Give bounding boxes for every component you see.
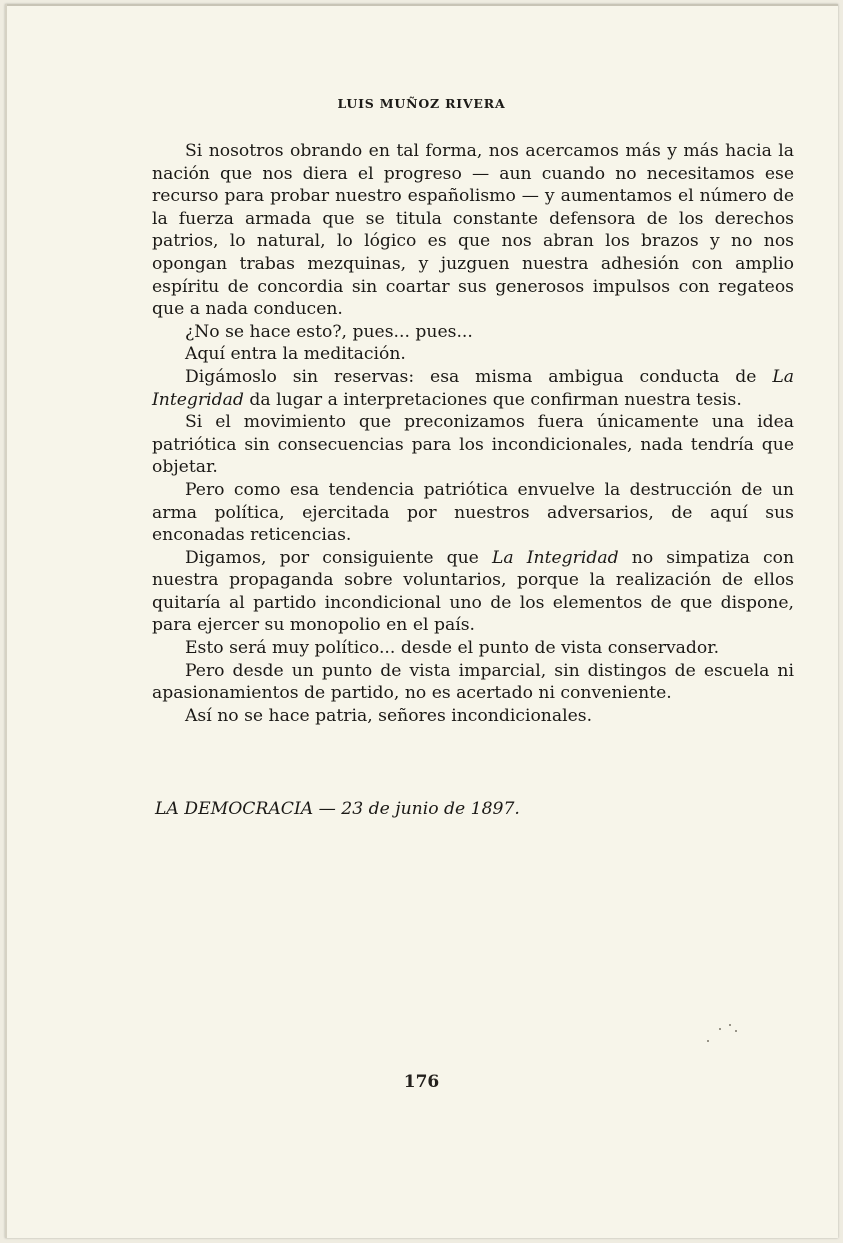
speck [719,1028,721,1030]
paragraph [152,547,794,637]
italic-title: La Integridad [491,547,619,568]
running-head: LUIS MUÑOZ RIVERA [337,96,506,111]
paragraph [152,343,794,366]
paragraph-text: Si el movimiento que preconizamos fuera únicamente una idea patriótica sin consecuencias para los incondicionales, nada tendría que objetar. [152,412,794,478]
italic-title: La Integridad [152,366,794,410]
page-top-edge [5,4,838,6]
paragraph [152,321,794,344]
page-number: 176 [403,1072,440,1092]
paragraph [152,479,794,547]
speck [729,1024,731,1026]
paragraph [152,366,794,411]
article-body [152,140,794,727]
paragraph [152,660,794,705]
article-signature: LA DEMOCRACIA — 23 de junio de 1897. [155,799,520,819]
paragraph-text: Así no se hace patria, señores incondicionales. [185,705,593,726]
speck [735,1030,737,1032]
paragraph [152,411,794,479]
speck [707,1040,709,1042]
paragraph-text: Si nosotros obrando en tal forma, nos acercamos más y más hacia la nación que nos diera el progreso — aun cuando no necesitamos ese recurso para probar nuestro españolismo — y aumentamos el número de la fuerza armada que se titula constante defensora de los derechos patrios, lo natural, lo lógico es que nos abran los brazos y no nos opongan trabas mezquinas, y juzguen nuestra adhesión con amplio espíritu de concordia sin coartar sus generosos impulsos con regateos que a nada conducen. [152,141,794,320]
paragraph-text: da lugar a interpretaciones que confirman nuestra tesis. [243,389,742,410]
paragraph-text: Esto será muy político... desde el punto de vista conservador. [185,638,720,659]
paragraph [152,140,794,321]
paragraph-text: ¿No se hace esto?, pues... pues... [185,321,473,342]
paragraph-text: Digamos, por consiguiente que [185,547,492,568]
paragraph [152,637,794,660]
paragraph-text: no simpatiza con nuestra propaganda sobre voluntarios, porque la realización de ellos quitaría al partido incondicional uno de los elementos de que dispone, para ejercer su monopolio en el país. [152,547,795,636]
page-left-edge [5,4,7,1238]
paragraph-text: Pero como esa tendencia patriótica envuelve la destrucción de un arma política, ejercitada por nuestros adversarios, de aquí sus enconadas reticencias. [152,479,794,546]
paragraph-text: Digámoslo sin reservas: esa misma ambigua conducta de [185,366,773,387]
paragraph [152,705,794,728]
paragraph-text: Pero desde un punto de vista imparcial, sin distingos de escuela ni apasionamientos de partido, no es acertado ni conveniente. [152,660,794,704]
paragraph-text: Aquí entra la meditación. [185,344,406,365]
paper-specks [705,1020,745,1050]
